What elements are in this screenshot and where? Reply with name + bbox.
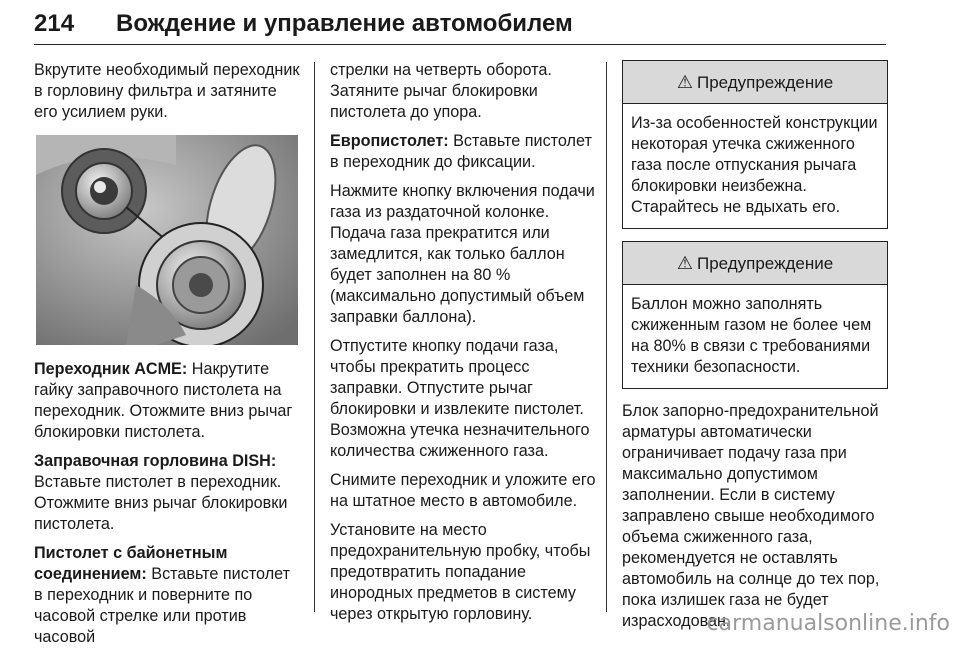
page-title: Вождение и управление автомобилем	[116, 10, 573, 37]
euro-text: Вставьте пистолет в переходник до фиксации.	[330, 132, 592, 171]
paragraph-release-button: Отпустите кнопку подачи газа, чтобы прекратить процесс заправки. Отпустите рычаг блокировки и извлеките пистолет. Возможна утечка незначительного количества сжиженного газа.	[330, 337, 590, 460]
warning-box	[622, 60, 888, 229]
page-number: 214	[34, 10, 75, 37]
warning-triangle-icon: ⚠	[676, 71, 693, 92]
fuel-adapter-figure	[36, 135, 298, 345]
dish-text: Вставьте пистолет в переходник. Отожмите вниз рычаг блокировки пистолета.	[34, 473, 288, 533]
euro-paragraph	[330, 131, 598, 173]
bayonet-paragraph	[34, 543, 302, 648]
bayonet-text: Вставьте пистолет в переходник и поверните по часовой стрелке или против часовой	[34, 565, 291, 646]
column-middle	[330, 60, 598, 633]
warning-triangle-icon: ⚠	[676, 252, 693, 273]
fuel-adapter-illustration	[36, 135, 298, 345]
dish-term: Заправочная горловина DISH:	[34, 452, 277, 470]
warning-header	[623, 242, 887, 285]
paragraph-valve-block: Блок запорно-предохранительной арматуры автоматически ограничивает подачу газа при максимально допустимом заполнении. Если в систему заправлено свыше необходимого объема сжиженного газа, рекомендуется не оставлять автомобиль на солнце до тех пор, пока излишек газа не будет израсходован.	[622, 402, 880, 630]
warning-header	[623, 61, 887, 104]
acme-paragraph	[34, 359, 302, 443]
warning-title: Предупреждение	[696, 253, 834, 273]
column-left	[34, 60, 302, 656]
warning-text: Из-за особенностей конструкции некоторая утечка сжиженного газа после отпускания рычага блокировки неизбежна. Старайтесь не вдыхать его.	[631, 114, 878, 216]
watermark: carmanualsonline.info	[706, 611, 950, 636]
column-right	[622, 60, 888, 640]
acme-term: Переходник ACME:	[34, 360, 188, 378]
warning-text: Баллон можно заполнять сжиженным газом не более чем на 80% в связи с требованиями техники безопасности.	[631, 295, 872, 376]
acme-text: Накрутите гайку заправочного пистолета на переходник. Отожмите вниз рычаг блокировки пистолета.	[34, 360, 293, 441]
bayonet-term: Пистолет с байонетным соединением:	[34, 544, 228, 583]
page-header	[34, 4, 886, 45]
warning-title: Предупреждение	[696, 72, 834, 92]
column-divider	[606, 62, 607, 612]
paragraph-remove-adapter: Снимите переходник и уложите его на штатное место в автомобиле.	[330, 471, 596, 510]
paragraph-continue: стрелки на четверть оборота. Затяните рычаг блокировки пистолета до упора.	[330, 61, 552, 121]
euro-term: Европистолет:	[330, 132, 449, 150]
intro-paragraph: Вкрутите необходимый переходник в горловину фильтра и затяните его усилием руки.	[34, 61, 300, 121]
paragraph-install-plug: Установите на место предохранительную пробку, чтобы предотвратить попадание инородных предметов в систему через открытую горловину.	[330, 521, 591, 623]
dish-paragraph	[34, 451, 302, 535]
paragraph-press-button: Нажмите кнопку включения подачи газа из раздаточной колонке. Подача газа прекратится или замедлится, как только баллон будет заполнен на 80 % (максимально допустимый объем заправки баллона).	[330, 182, 595, 326]
warning-box	[622, 241, 888, 389]
column-divider	[314, 62, 315, 612]
